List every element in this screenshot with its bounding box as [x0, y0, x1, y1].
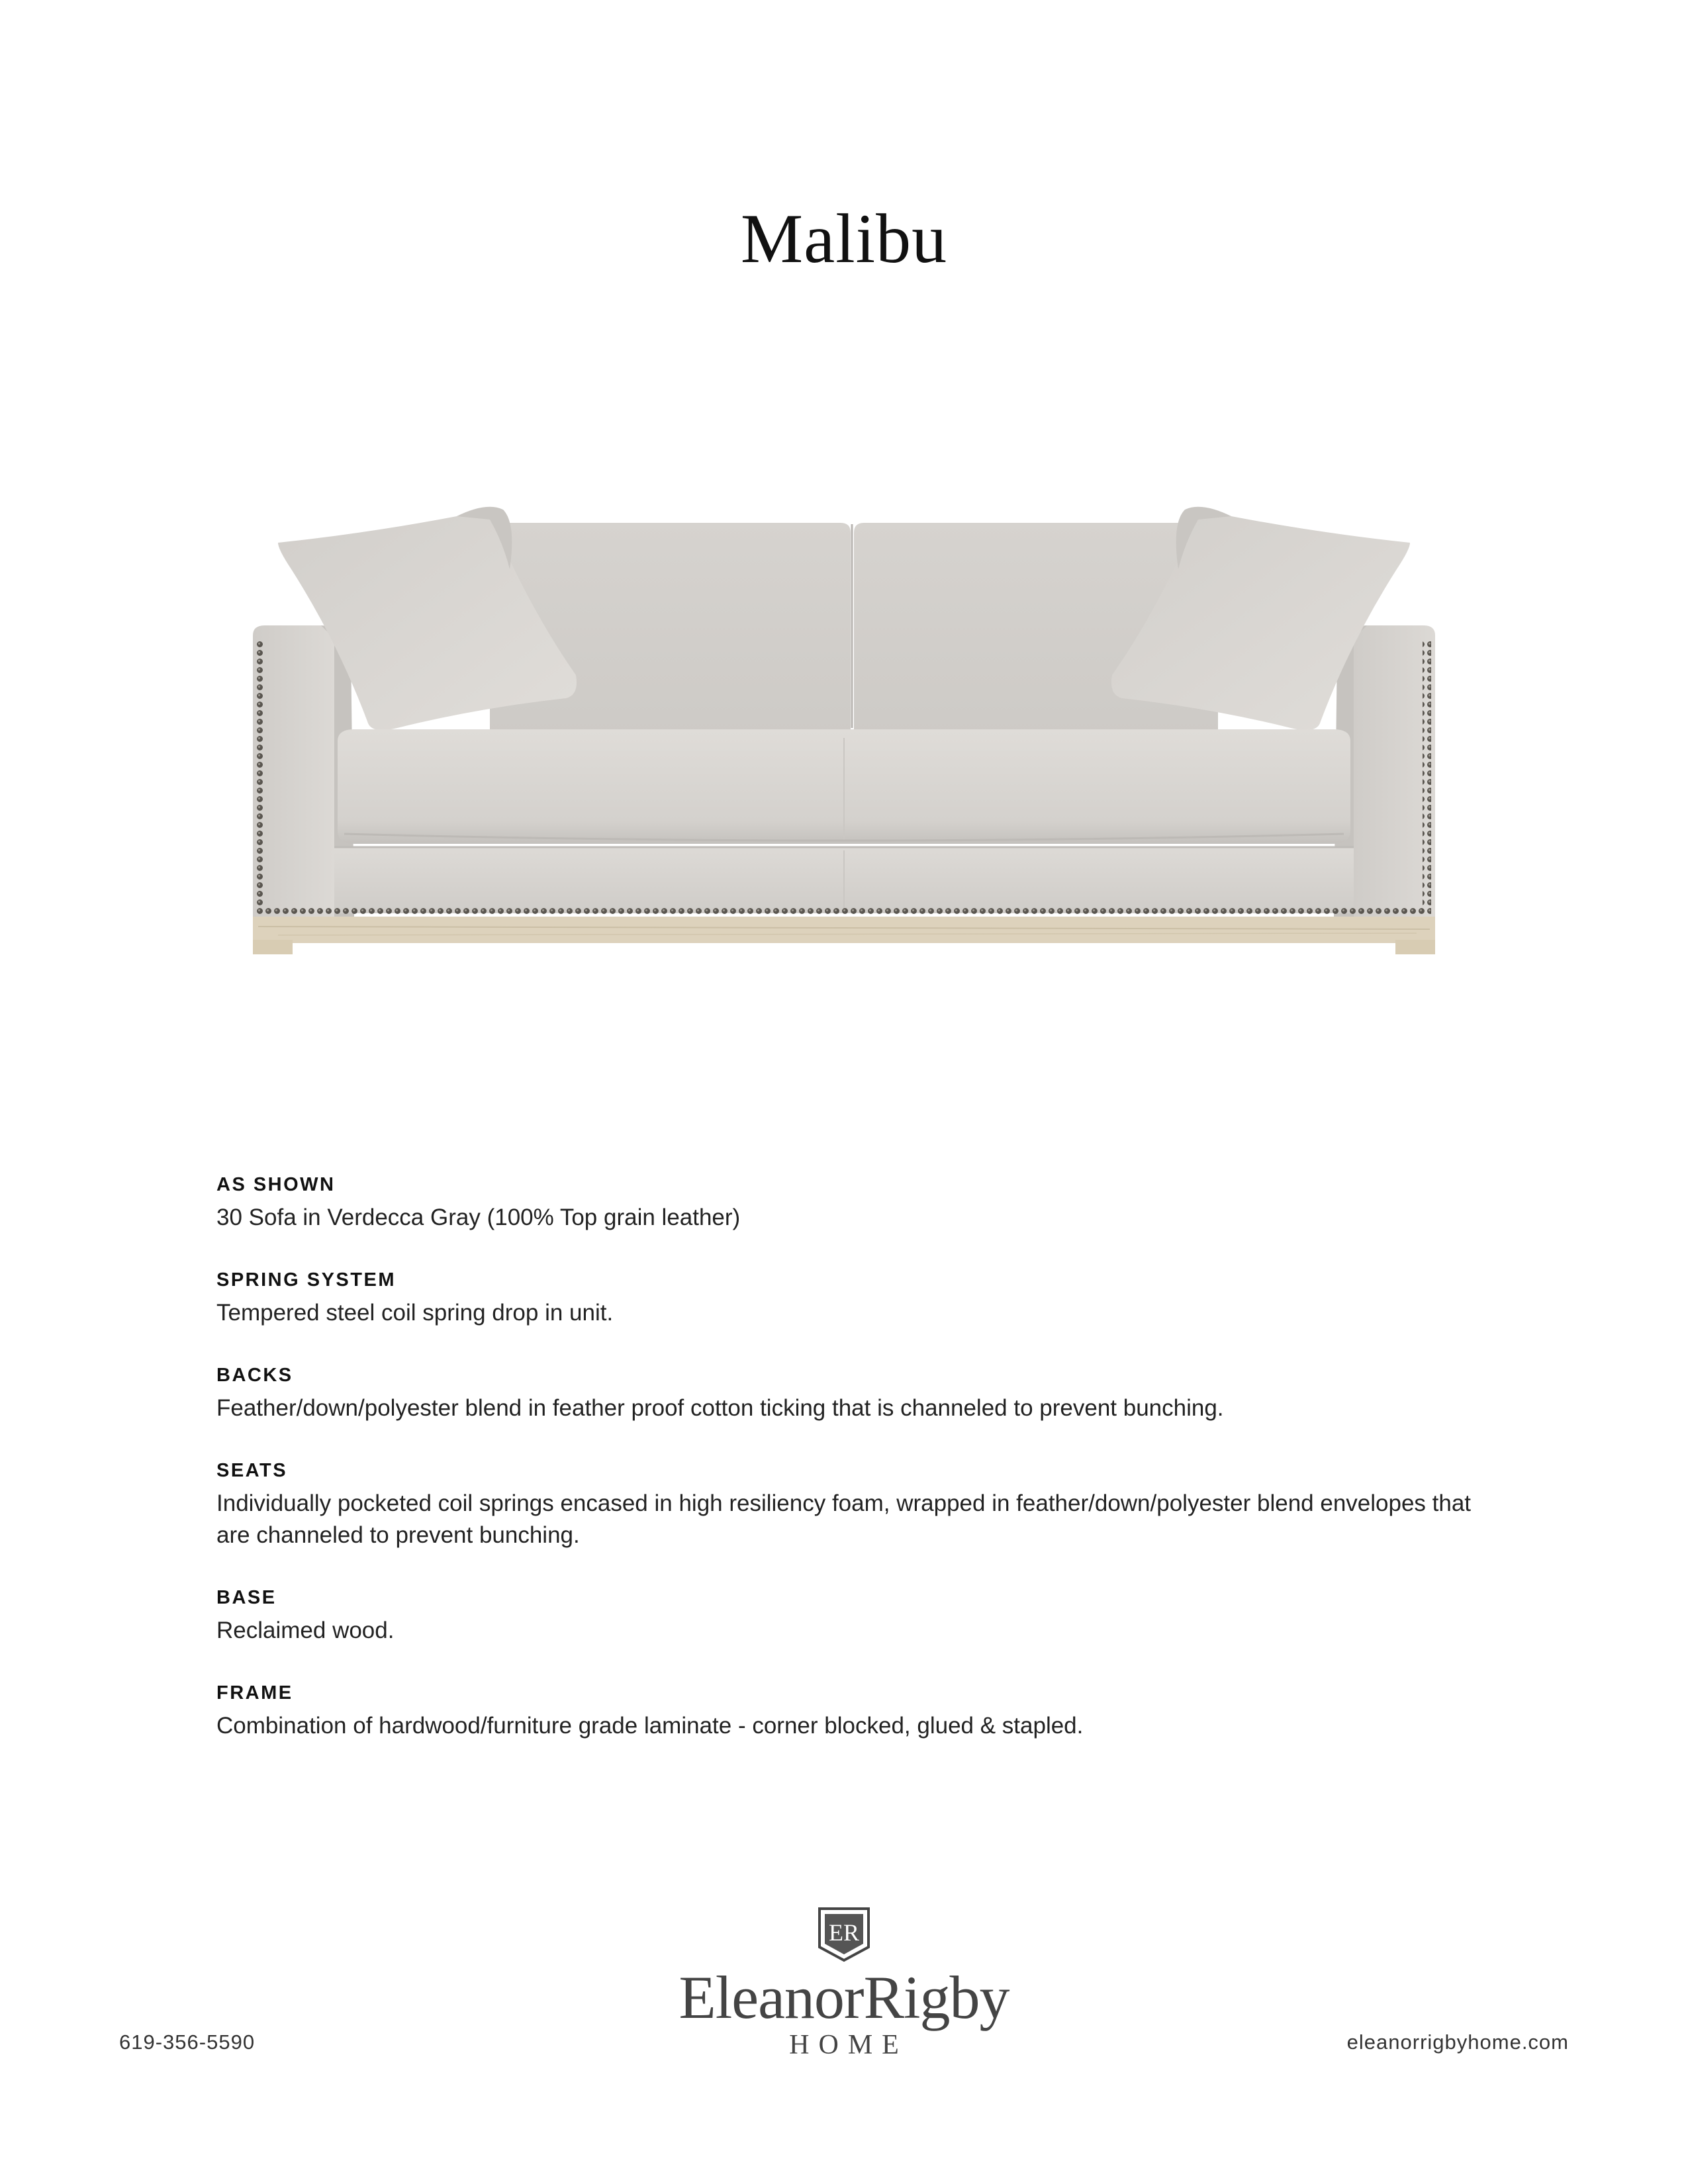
spec-value: Reclaimed wood.	[216, 1617, 395, 1643]
spec-as-shown	[216, 1171, 1507, 1234]
spec-label: SPRING SYSTEM	[216, 1269, 396, 1291]
spec-seats	[216, 1457, 1507, 1551]
brand-sub: HOME	[789, 2030, 908, 2060]
spec-label: FRAME	[216, 1682, 293, 1704]
wood-base	[253, 917, 1435, 943]
footer-website-link[interactable]: eleanorrigbyhome.com	[1346, 2030, 1569, 2054]
monogram-icon	[817, 1906, 871, 1963]
spec-backs	[216, 1362, 1507, 1424]
nailhead-trim	[257, 905, 1431, 914]
spec-value: 30 Sofa in Verdecca Gray (100% Top grain leather)	[216, 1205, 741, 1230]
spec-list	[216, 1171, 1507, 1775]
spec-label: BACKS	[216, 1365, 293, 1386]
spec-spring-system	[216, 1267, 1507, 1329]
spec-value: Individually pocketed coil springs encased in high resiliency foam, wrapped in feather/down/polyester blend envelopes that are channeled to prevent bunching.	[216, 1490, 1472, 1548]
spec-frame	[216, 1680, 1507, 1742]
spec-label: BASE	[216, 1587, 277, 1608]
product-title: Malibu	[740, 200, 948, 277]
spec-value: Combination of hardwood/furniture grade laminate - corner blocked, glued & stapled.	[216, 1713, 1084, 1739]
svg-text:ER: ER	[828, 1919, 860, 1946]
footer-phone: 619-356-5590	[119, 2030, 256, 2054]
sofa-image	[238, 477, 1450, 979]
spec-value: Tempered steel coil spring drop in unit.	[216, 1300, 614, 1326]
spec-base	[216, 1584, 1507, 1647]
spec-value: Feather/down/polyester blend in feather proof cotton ticking that is channeled to prevent bunching.	[216, 1395, 1224, 1421]
spec-label: AS SHOWN	[216, 1174, 336, 1195]
spec-label: SEATS	[216, 1460, 288, 1481]
brand-name: EleanorRigby	[679, 1964, 1009, 2031]
